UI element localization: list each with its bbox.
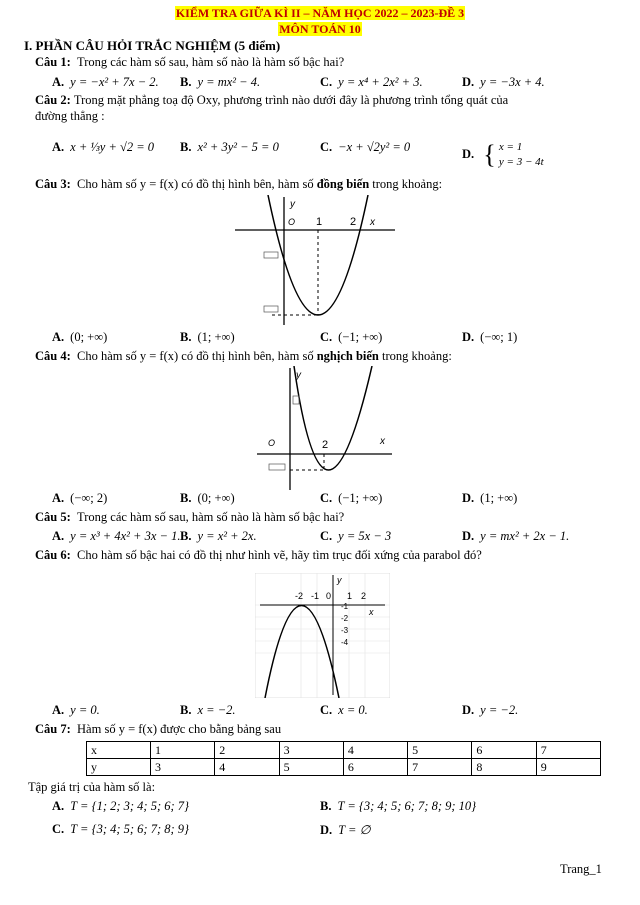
table-row-x [87, 742, 601, 759]
table-cell: 8 [472, 759, 536, 776]
question-6: Câu 6: Cho hàm số bậc hai có đồ thị như hình vẽ, hãy tìm trục đối xứng của parabol đó? [35, 548, 482, 562]
q2-system-line2: y = 3 − 4t [498, 156, 544, 168]
table-cell: 2 [215, 742, 279, 759]
q2-option-d: D. { x = 1 y = 3 − 4t [462, 140, 544, 169]
q6-xtick-2: 2 [361, 591, 367, 601]
q3-option-b: B. (1; +∞) [180, 330, 235, 344]
q7-option-a: A. T = {1; 2; 3; 4; 5; 6; 7} [52, 799, 190, 813]
q3-y-label: y [290, 199, 295, 210]
table-cell: 6 [343, 759, 407, 776]
q7-option-b: B. T = {3; 4; 5; 6; 7; 8; 9; 10} [320, 799, 477, 813]
q3-tick-2: 2 [350, 216, 357, 228]
q6-graph [255, 573, 390, 698]
question-2: Câu 2: Trong mặt phẳng toạ độ Oxy, phương trình nào dưới đây là phương trình tổng quát của [35, 93, 509, 107]
q3-option-c: C. (−1; +∞) [320, 330, 383, 344]
q7-option-d: D. T = ∅ [320, 823, 371, 837]
table-cell: 4 [343, 742, 407, 759]
q5-option-b: B. y = x² + 2x. [180, 529, 257, 543]
page-number: Trang_1 [560, 862, 602, 876]
q6-ytick-m2: -2 [341, 614, 349, 623]
table-cell: 6 [472, 742, 536, 759]
section-heading: I. PHẦN CÂU HỎI TRẮC NGHIỆM (5 điểm) [24, 38, 281, 53]
table-cell: 5 [408, 742, 472, 759]
q5-option-a: A. y = x³ + 4x² + 3x − 1. [52, 529, 181, 543]
table-cell: 3 [279, 742, 343, 759]
q6-option-a: A. y = 0. [52, 703, 100, 717]
q4-option-d: D. (1; +∞) [462, 491, 518, 505]
q4-tick-2: 2 [322, 439, 329, 451]
q3-tick-1: 1 [316, 216, 323, 228]
table-cell: 7 [408, 759, 472, 776]
q6-xtick-1: 1 [347, 591, 353, 601]
q1-option-c: C. y = x⁴ + 2x² + 3. [320, 75, 423, 89]
q3-x-label: x [370, 217, 375, 228]
q4-x-label: x [380, 436, 385, 447]
q6-x-label: x [369, 607, 374, 617]
q7-option-c: C. T = {3; 4; 5; 6; 7; 8; 9} [52, 822, 190, 836]
q6-ytick-m3: -3 [341, 626, 349, 635]
subject-title: MÔN TOÁN 10 [279, 22, 361, 36]
table-cell: 3 [151, 759, 215, 776]
q6-y-label: y [337, 575, 342, 585]
q1-option-a: A. y = −x² + 7x − 2. [52, 75, 159, 89]
question-1: Câu 1: Trong các hàm số sau, hàm số nào là hàm số bậc hai? [35, 55, 345, 69]
table-cell: 9 [536, 759, 600, 776]
q6-option-b: B. x = −2. [180, 703, 236, 717]
q6-option-d: D. y = −2. [462, 703, 519, 717]
q6-option-c: C. x = 0. [320, 703, 368, 717]
q3-graph [230, 195, 400, 327]
q6-xtick-m2: -2 [295, 591, 304, 601]
q3-option-a: A. (0; +∞) [52, 330, 108, 344]
q5-option-c: C. y = 5x − 3 [320, 529, 392, 543]
q5-option-d: D. y = mx² + 2x − 1. [462, 529, 570, 543]
q6-xtick-0: 0 [326, 591, 332, 601]
table-row-y [87, 759, 601, 776]
q2-system-line1: x = 1 [498, 141, 523, 153]
q7-prompt: Tập giá trị của hàm số là: [28, 780, 156, 794]
exam-title: KIỂM TRA GIỮA KÌ II – NĂM HỌC 2022 – 2023-ĐỀ 3 [175, 6, 465, 20]
table-cell: 4 [215, 759, 279, 776]
question-5: Câu 5: Trong các hàm số sau, hàm số nào là hàm số bậc hai? [35, 510, 345, 524]
question-7: Câu 7: Hàm số y = f(x) được cho bằng bảng sau [35, 722, 282, 736]
q1-option-b: B. y = mx² − 4. [180, 75, 261, 89]
table-cell: 1 [151, 742, 215, 759]
q2-option-a: A. x + ⅓y + √2 = 0 [52, 140, 155, 154]
q4-option-a: A. (−∞; 2) [52, 491, 108, 505]
q2-option-b: B. x² + 3y² − 5 = 0 [180, 140, 279, 154]
q6-xtick-m1: -1 [311, 591, 320, 601]
q4-option-b: B. (0; +∞) [180, 491, 235, 505]
table-cell: 7 [536, 742, 600, 759]
q6-ytick-m1: -1 [341, 602, 349, 611]
table-cell: x [87, 742, 151, 759]
table-cell: 5 [279, 759, 343, 776]
value-table [86, 741, 601, 776]
question-4: Câu 4: Cho hàm số y = f(x) có đồ thị hình bên, hàm số nghịch biến trong khoảng: [35, 349, 452, 363]
q4-y-label: y [296, 370, 301, 381]
q4-graph [252, 366, 397, 492]
q4-origin-label: O [268, 438, 276, 448]
q1-option-d: D. y = −3x + 4. [462, 75, 545, 89]
q2-option-c: C. −x + √2y² = 0 [320, 140, 411, 154]
question-3: Câu 3: Cho hàm số y = f(x) có đồ thị hình bên, hàm số đồng biến trong khoảng: [35, 177, 443, 191]
table-cell: y [87, 759, 151, 776]
q4-option-c: C. (−1; +∞) [320, 491, 383, 505]
q3-option-d: D. (−∞; 1) [462, 330, 518, 344]
question-2-cont: đường thẳng : [35, 109, 105, 123]
q6-ytick-m4: -4 [341, 638, 349, 647]
q3-origin-label: O [288, 217, 296, 227]
